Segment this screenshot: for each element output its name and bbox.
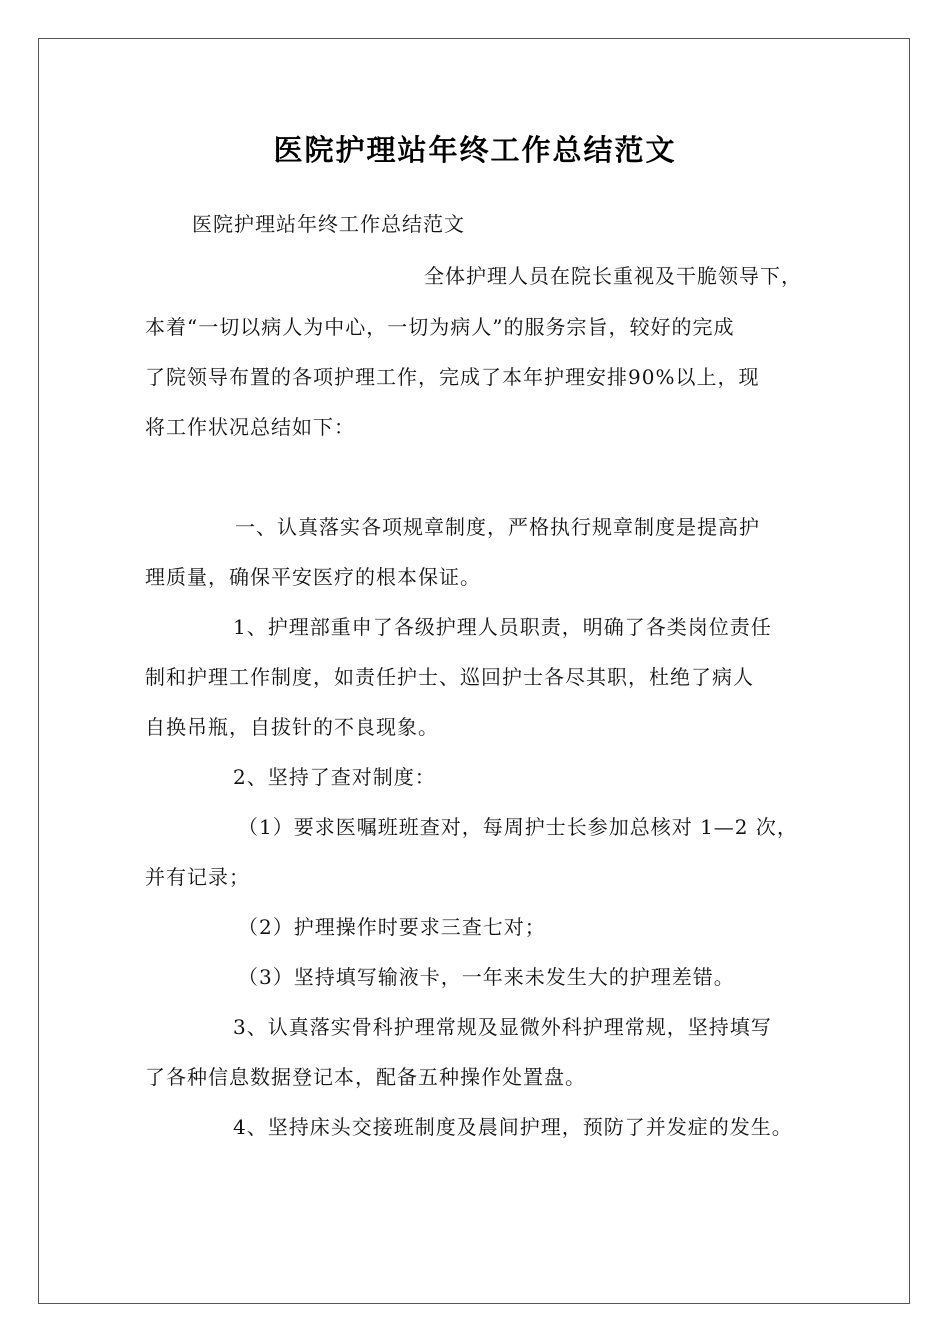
paragraph-line: 并有记录； bbox=[145, 865, 250, 889]
paragraph-line: 了各种信息数据登记本，配备五种操作处置盘。 bbox=[145, 1065, 586, 1089]
paragraph-line: 1、护理部重申了各级护理人员职责，明确了各类岗位责任 bbox=[233, 615, 772, 639]
document-title: 医院护理站年终工作总结范文 bbox=[273, 133, 677, 167]
paragraph-line: 全体护理人员在院长重视及干脆领导下， bbox=[424, 264, 802, 288]
paragraph-line: 了院领导布置的各项护理工作，完成了本年护理安排90%以上，现 bbox=[145, 365, 760, 389]
paragraph-line: （3）坚持填写输液卡，一年来未发生大的护理差错。 bbox=[238, 965, 735, 989]
paragraph-line: 4、坚持床头交接班制度及晨间护理，预防了并发症的发生。 bbox=[233, 1115, 793, 1139]
paragraph-line: 理质量，确保平安医疗的根本保证。 bbox=[145, 565, 481, 589]
paragraph-line: 制和护理工作制度，如责任护士、巡回护士各尽其职，杜绝了病人 bbox=[145, 665, 754, 689]
paragraph-line: （2）护理操作时要求三查七对； bbox=[238, 915, 546, 939]
paragraph-line: 本着“一切以病人为中心，一切为病人”的服务宗旨，较好的完成 bbox=[145, 315, 735, 339]
paragraph-line: （1）要求医嘱班班查对，每周护士长参加总核对 1—2 次， bbox=[238, 815, 798, 839]
paragraph-line: 自换吊瓶，自拔针的不良现象。 bbox=[145, 715, 439, 739]
paragraph-line: 将工作状况总结如下： bbox=[145, 415, 355, 439]
section-heading-line: 一、认真落实各项规章制度，严格执行规章制度是提高护 bbox=[235, 515, 760, 539]
paragraph-line: 2、坚持了查对制度： bbox=[233, 765, 436, 789]
paragraph-line: 3、认真落实骨科护理常规及显微外科护理常规，坚持填写 bbox=[233, 1015, 772, 1039]
subtitle-line: 医院护理站年终工作总结范文 bbox=[192, 212, 465, 236]
